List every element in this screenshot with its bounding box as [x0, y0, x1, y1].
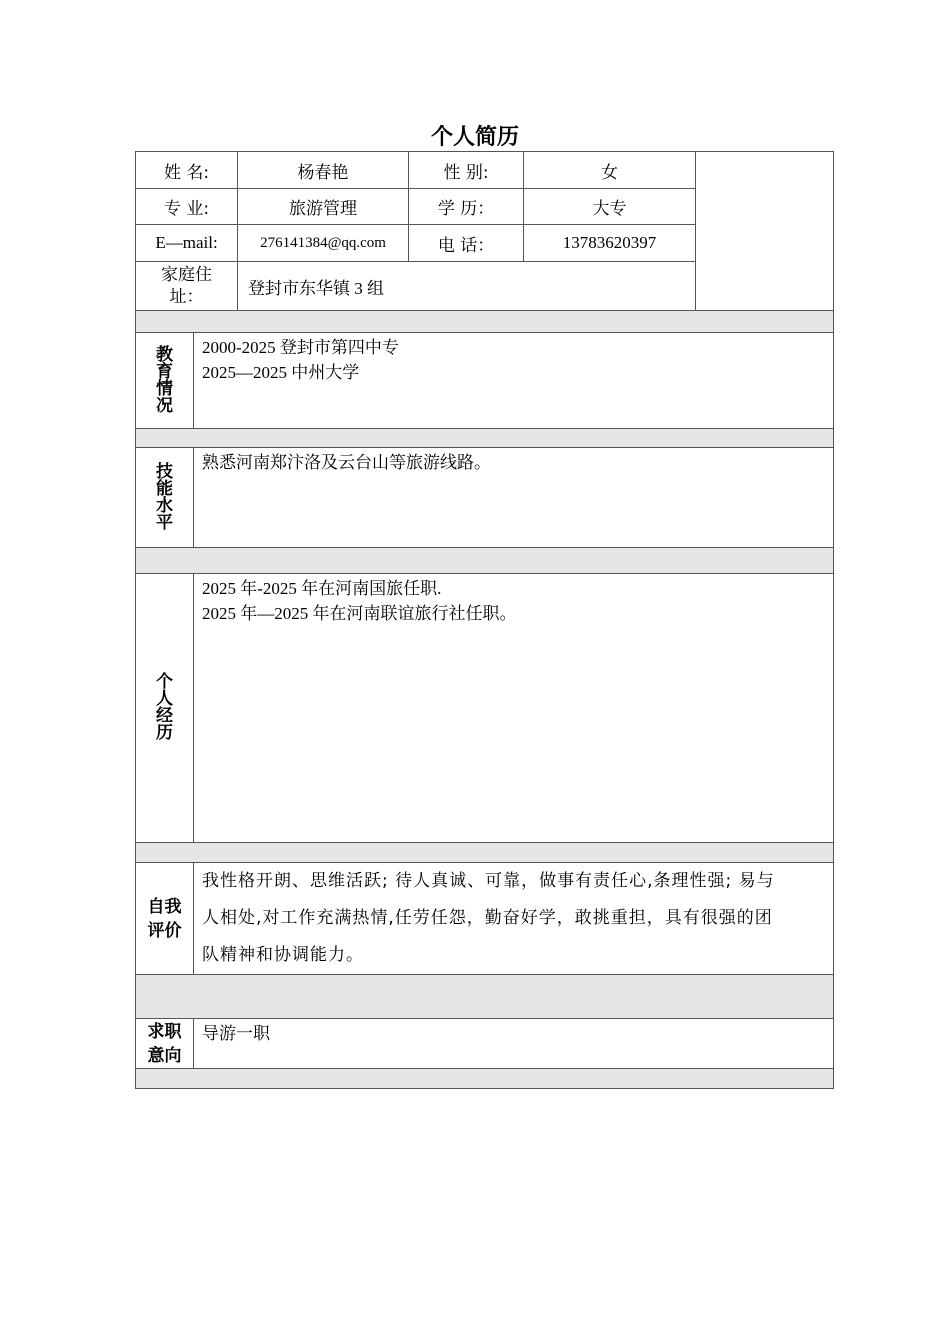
education-content [194, 333, 834, 429]
education-line: 2000-2025 登封市第四中专 [202, 338, 399, 357]
education-section-label: 教 育 情 况 [136, 333, 194, 429]
major-label: 专 业: [136, 189, 238, 225]
self-eval-content [194, 863, 834, 975]
separator [136, 311, 834, 333]
experience-line: 2025 年-2025 年在河南国旅任职. [202, 579, 442, 598]
row-name-gender [136, 152, 834, 189]
experience-line: 2025 年—2025 年在河南联谊旅行社任职。 [202, 604, 517, 623]
self-eval-line: 人相处,对工作充满热情,任劳任怨，勤奋好学，敢挑重担，具有很强的团 [202, 908, 773, 928]
photo-cell [696, 152, 834, 311]
major-value: 旅游管理 [238, 189, 409, 225]
row-experience [136, 574, 834, 843]
education-line: 2025—2025 中州大学 [202, 363, 360, 382]
gender-value: 女 [524, 152, 696, 189]
email-value: 276141384@qq.com [238, 225, 409, 262]
page-title: 个人简历 [430, 125, 519, 150]
skills-content [194, 448, 834, 548]
skills-line: 熟悉河南郑汴洛及云台山等旅游线路。 [202, 453, 491, 472]
skills-section-label: 技 能 水 平 [136, 448, 194, 548]
self-eval-section-label: 自我 评价 [136, 863, 194, 975]
address-value: 登封市东华镇 3 组 [238, 262, 696, 311]
name-value: 杨春艳 [238, 152, 409, 189]
separator [136, 429, 834, 448]
separator [136, 975, 834, 1019]
address-label: 家庭住 址： [136, 262, 238, 311]
objective-content [194, 1019, 834, 1069]
self-eval-line: 我性格开朗、思维活跃; 待人真诚、可靠，做事有责任心,条理性强; 易与 [202, 871, 775, 891]
phone-label: 电 话： [409, 225, 524, 262]
separator [136, 548, 834, 574]
self-eval-line: 队精神和协调能力。 [202, 945, 364, 965]
email-label: E—mail: [136, 225, 238, 262]
experience-content [194, 574, 834, 843]
row-self-evaluation [136, 863, 834, 975]
education-value: 大专 [524, 189, 696, 225]
experience-section-label: 个 人 经 历 [136, 574, 194, 843]
separator [136, 1069, 834, 1089]
resume-table [135, 151, 834, 1089]
row-skills [136, 448, 834, 548]
gender-label: 性 别: [409, 152, 524, 189]
name-label: 姓 名: [136, 152, 238, 189]
row-objective [136, 1019, 834, 1069]
phone-value: 13783620397 [524, 225, 696, 262]
objective-line: 导游一职 [202, 1024, 270, 1043]
objective-section-label: 求职 意向 [136, 1019, 194, 1069]
education-label: 学 历： [409, 189, 524, 225]
separator [136, 843, 834, 863]
row-education-history [136, 333, 834, 429]
